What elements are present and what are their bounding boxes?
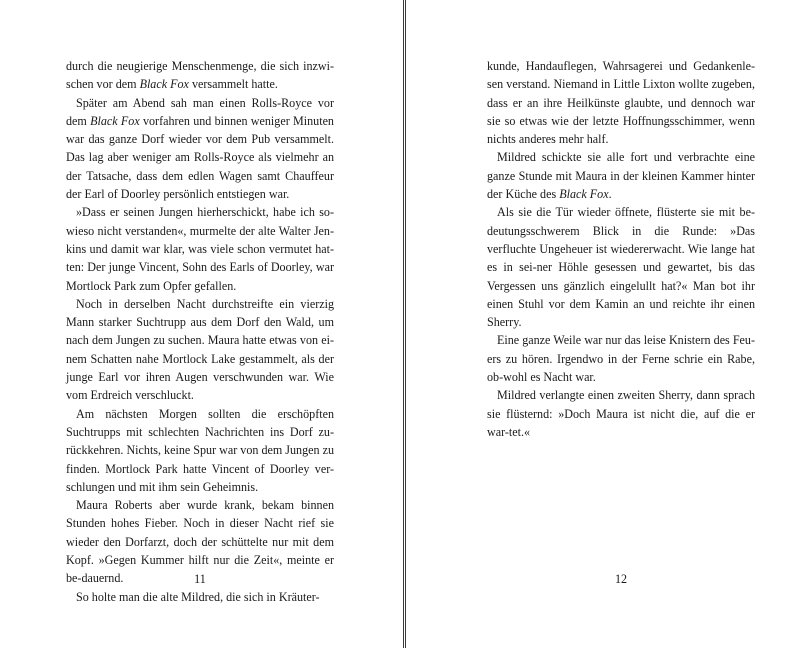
- right-page: [405, 0, 810, 648]
- paragraph: So holte man die alte Mildred, die sich in Kräuter-: [76, 589, 320, 604]
- page-number: 12: [614, 572, 628, 586]
- paragraph: Später am Abend sah man einen Rolls-Royce vor dem Black Fox vorfahren und binnen weniger Minuten war das ganze Dorf wieder vor dem Pub versammelt. Das lag aber weniger am Rolls-Royce als vielmehr an der Tatsache, dass dem edlen Wagen samt Chauffeur der Earl of Doorley persönlich entstiegen war.: [66, 95, 334, 202]
- paragraph: Eine ganze Weile war nur das leise Knistern des Feu-ers zu hören. Irgendwo in der Ferne schrie ein Rabe, ob-wohl es Nacht war.: [487, 333, 755, 385]
- paragraph: durch die neugierige Menschenmenge, die sich inzwi-schen vor dem Black Fox versammelt hatte.: [66, 59, 334, 92]
- paragraph: Mildred verlangte einen zweiten Sherry, dann sprach sie flüsternd: »Doch Maura ist nicht die, auf die er war-tet.«: [487, 388, 755, 439]
- paragraph: Am nächsten Morgen sollten die erschöpften Suchtrupps mit schlechten Nachrichten ins Dorf zu-rückkehren. Nichts, keine Spur war von dem Jungen zu finden. Mortlock Park hatte Vincent of Doorley ver-schlungen und mit ihm sein Geheimnis.: [66, 406, 335, 494]
- paragraph: Mildred schickte sie alle fort und verbrachte eine ganze Stunde mit Maura in der kleinen Kammer hinter der Küche des Black Fox.: [487, 150, 755, 202]
- right-page-text: [487, 57, 755, 441]
- paragraph: Maura Roberts aber wurde krank, bekam binnen Stunden hohes Fieber. Noch in dieser Nacht rief sie wieder den Dorfarzt, doch der schüttelte nur mit dem Kopf. »Gegen Kummer hilft nur die Zeit«, meinte er be-dauernd.: [66, 498, 334, 586]
- page-number: 11: [194, 572, 206, 586]
- paragraph: kunde, Handauflegen, Wahrsagerei und Gedankenle-sen verstand. Niemand in Little Lixton wollte zugeben, dass er an ihre Heilkünste glaubte, und dennoch war sie so etwas wie der letzte Hoffnungsschimmer, wenn nichts anderes mehr half.: [487, 59, 755, 147]
- paragraph: »Dass er seinen Jungen hierherschickt, habe ich so-wieso nicht verstanden«, murmelte der alte Walter Jen-kins und damit war klar, was viele schon vermutet hat-ten: Der junge Vincent, Sohn des Earls of Doorley, war Mortlock Park zum Opfer gefallen.: [66, 205, 334, 293]
- left-page: [0, 0, 404, 648]
- left-page-text: [66, 57, 334, 606]
- paragraph: Als sie die Tür wieder öffnete, flüsterte sie mit be-deutungsschwerem Blick in die Runde: »Das verfluchte Ungeheuer ist wiedererwacht. Wie lange hat es in sei-ner Höhle gesessen und gewartet, bis das Vergessen uns gänzlich eingelullt hat?« Man bot ihr einen Stuhl vor dem Kamin an und reichte ihr einen Sherry.: [487, 205, 755, 330]
- paragraph: Noch in derselben Nacht durchstreifte ein vierzig Mann starker Suchtrupp aus dem Dorf den Wald, um nach dem Jungen zu suchen. Maura hatte etwas von ei-nem Schatten nahe Mortlock Lake gestammelt, als der junge Earl vor ihren Augen verschwunden war. Wie vom Erdreich verschluckt.: [66, 296, 334, 403]
